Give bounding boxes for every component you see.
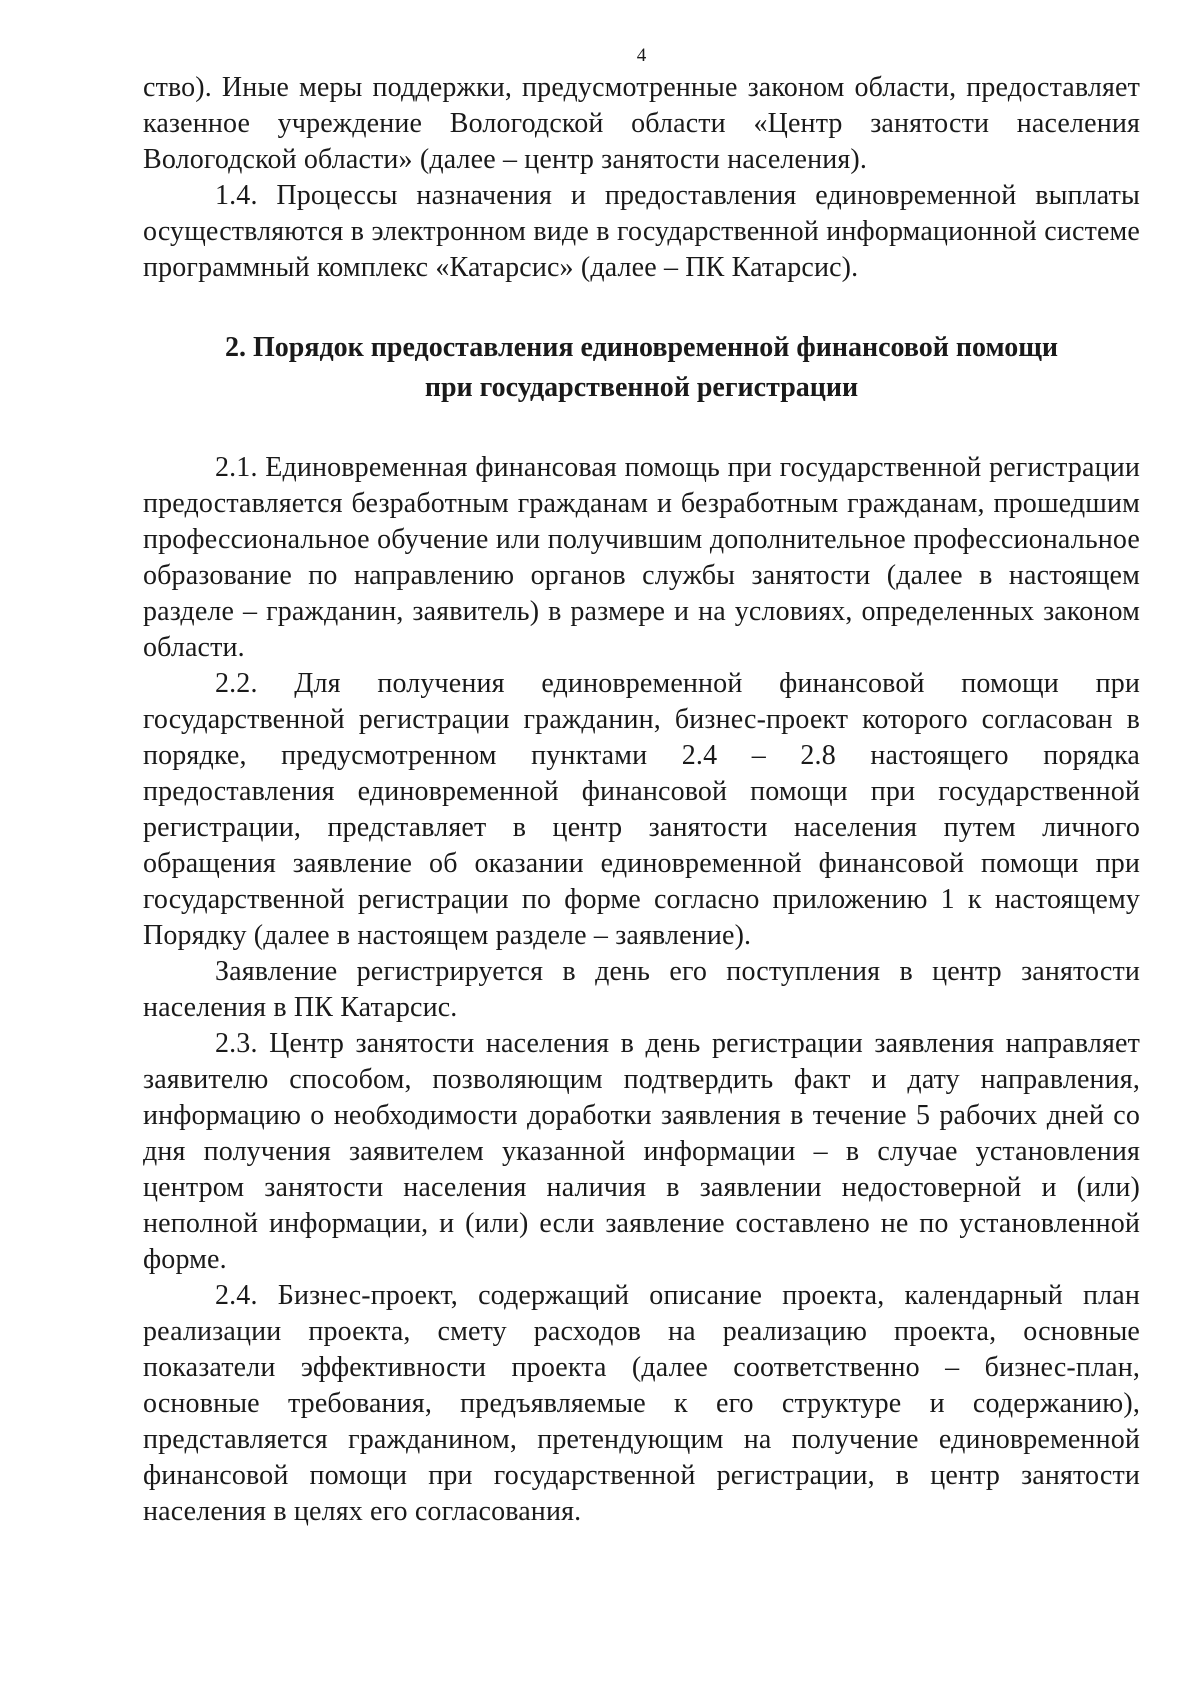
section-heading-line-2: при государственной регистрации [424,372,859,403]
paragraph-1-4: 1.4. Процессы назначения и предоставления единовременной выплаты осуществляются в электронном виде в государственной информационной системе программный комплекс «Катарсис» (далее – ПК Катарсис). [143,180,1140,283]
paragraph-application-registration: Заявление регистрируется в день его поступления в центр занятости населения в ПК Катарсис. [143,956,1140,1023]
paragraph-2-2: 2.2. Для получения единовременной финансовой помощи при государственной регистрации гражданин, бизнес-проект которого согласован в порядке, предусмотренном пунктами 2.4 – 2.8 настоящего порядка предоставления единовременной финансовой помощи при государственной регистрации, представляет в центр занятости населения путем личного обращения заявление об оказании единовременной финансовой помощи при государственной регистрации по форме согласно приложению 1 к настоящему Порядку (далее в настоящем разделе – заявление). [143,668,1140,951]
paragraph-2-4: 2.4. Бизнес-проект, содержащий описание проекта, календарный план реализации проекта, смету расходов на реализацию проекта, основные показатели эффективности проекта (далее соответственно – бизнес-план, основные требования, предъявляемые к его структуре и содержанию), представляется гражданином, претендующим на получение единовременной финансовой помощи при государственной регистрации, в центр занятости населения в целях его согласования. [143,1280,1140,1527]
section-heading [143,328,1140,408]
paragraph-other-support-measures: ство). Иные меры поддержки, предусмотренные законом области, предоставляет казенное учреждение Вологодской области «Центр занятости населения Вологодской области» (далее – центр занятости населения). [143,72,1140,175]
section-heading-line-1: 2. Порядок предоставления единовременной финансовой помощи [225,332,1058,363]
page-number: 4 [636,45,647,66]
paragraph-2-1: 2.1. Единовременная финансовая помощь при государственной регистрации предоставляется безработным гражданам и безработным гражданам, прошедшим профессиональное обучение или получившим дополнительное профессиональное образование по направлению органов службы занятости (далее в настоящем разделе – гражданин, заявитель) в размере и на условиях, определенных законом области. [143,452,1140,663]
paragraph-2-3: 2.3. Центр занятости населения в день регистрации заявления направляет заявителю способом, позволяющим подтвердить факт и дату направления, информацию о необходимости доработки заявления в течение 5 рабочих дней со дня получения заявителем указанной информации – в случае установления центром занятости населения наличия в заявлении недостоверной и (или) неполной информации, и (или) если заявление составлено не по установленной форме. [143,1028,1140,1275]
